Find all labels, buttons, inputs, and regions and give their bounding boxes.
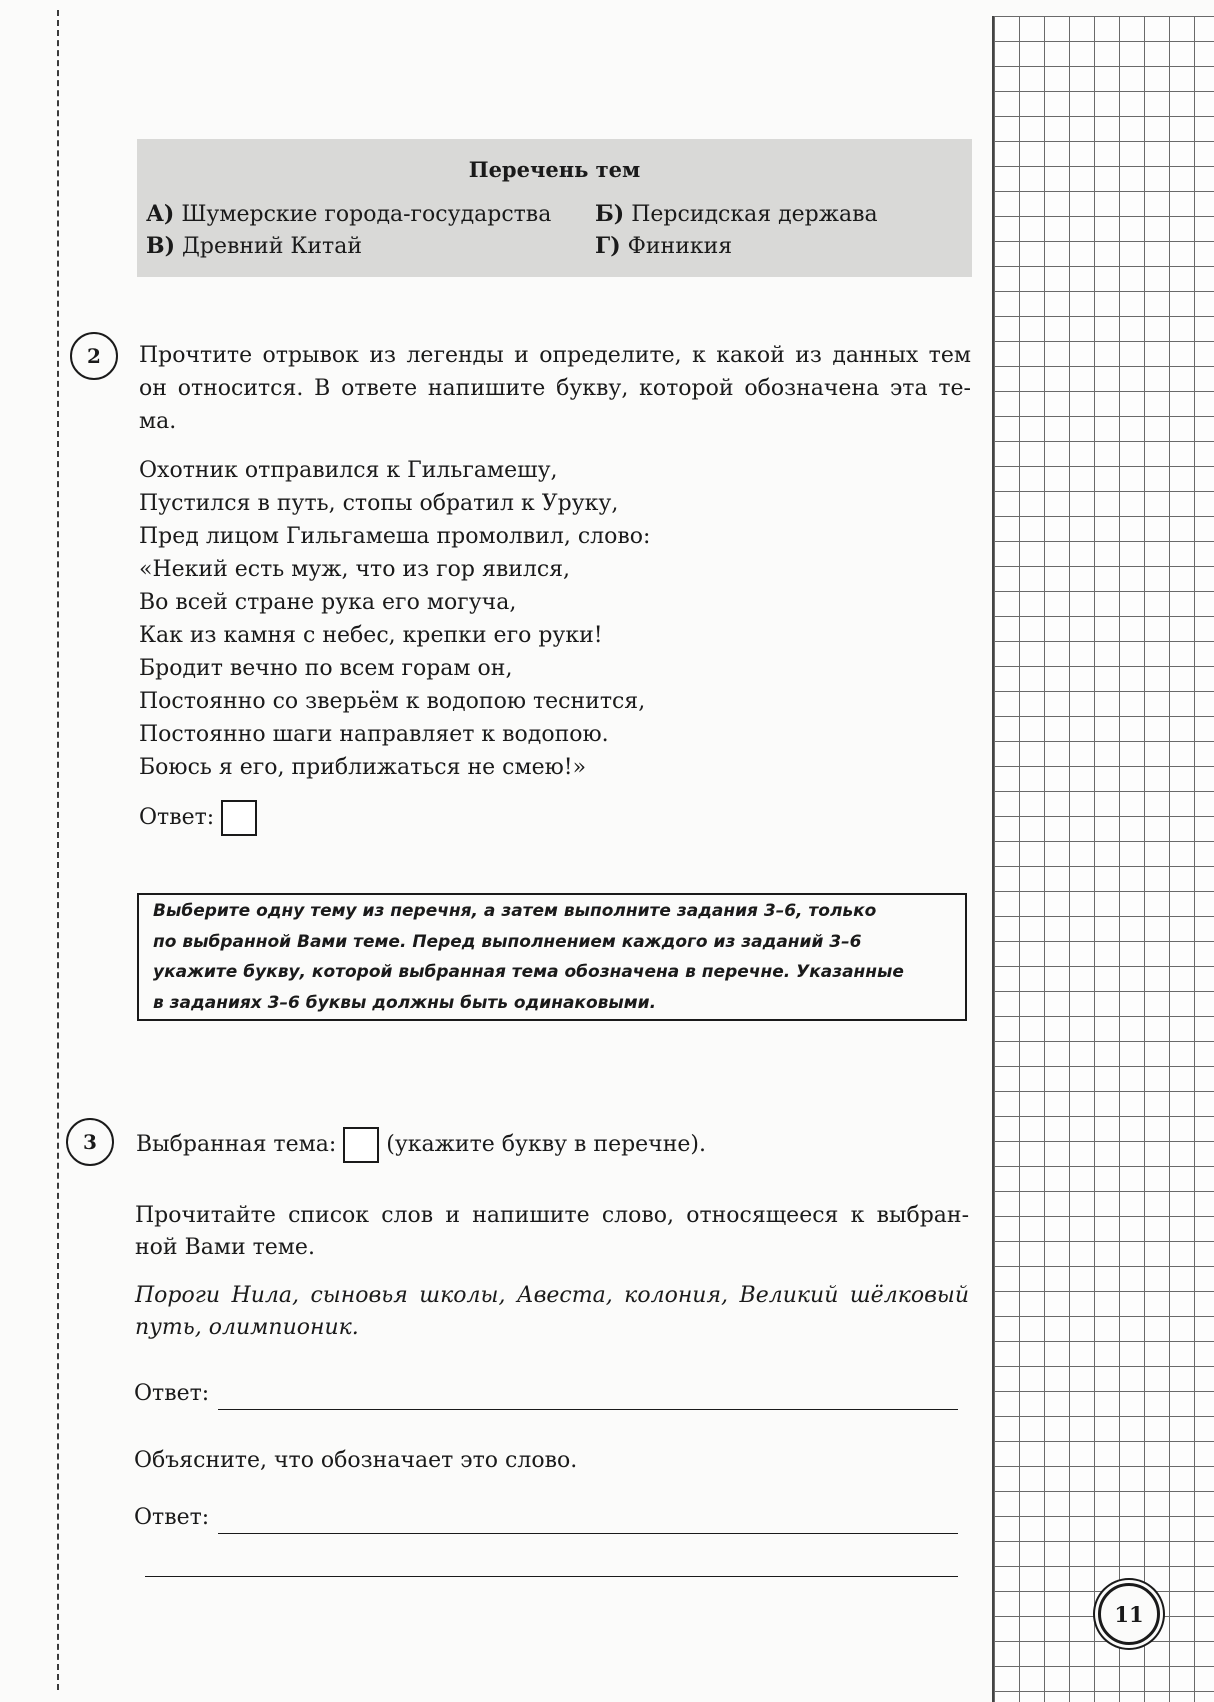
instruction-line: укажите букву, которой выбранная тема обозначена в перечне. Указанные (153, 962, 904, 982)
selected-topic-row (136, 1127, 706, 1163)
question2-prompt-line-1: Прочтите отрывок из легенды и определите, к какой из данных тем (139, 343, 971, 368)
question2-prompt-line-3: ма. (139, 409, 177, 434)
topics-title: Перечень тем (468, 157, 641, 182)
answer-line-2[interactable] (218, 1533, 958, 1534)
poem-line: Пустился в путь, стопы обратил к Уруку, (139, 491, 619, 516)
answer-line-3[interactable] (145, 1576, 958, 1577)
question2-answer-box[interactable] (221, 800, 257, 836)
page-number: 11 (1098, 1583, 1160, 1645)
topic-a: А) Шумерские города-государства (146, 201, 552, 227)
topic-g: Г) Финикия (595, 233, 733, 259)
poem-line: Пред лицом Гильгамеша промолвил, слово: (139, 524, 651, 549)
poem-line: «Некий есть муж, что из гор явился, (139, 557, 571, 582)
question3-answer-label-2: Ответ: (134, 1505, 210, 1530)
poem-line: Постоянно шаги направляет к водопою. (139, 722, 609, 747)
poem-line: Охотник отправился к Гильгамешу, (139, 458, 558, 483)
poem-line: Во всей стране рука его могуча, (139, 590, 517, 615)
instruction-line: по выбранной Вами теме. Перед выполнением каждого из заданий 3–6 (153, 931, 862, 952)
question3-prompt-line-1: Прочитайте список слов и напишите слово, относящееся к выбран- (135, 1203, 969, 1228)
selected-topic-label: Выбранная тема: (136, 1132, 337, 1157)
explain-prompt: Объясните, что обозначает это слово. (134, 1448, 578, 1473)
topic-v: В) Древний Китай (146, 233, 363, 259)
word-list-line-1: Пороги Нила, сыновья школы, Авеста, колония, Великий шёлковый (135, 1283, 969, 1308)
poem-line: Постоянно со зверьём к водопою теснится, (139, 689, 646, 714)
answer-label: Ответ: (139, 805, 215, 830)
question3-prompt-line-2: ной Вами теме. (135, 1235, 315, 1260)
answer-line-1[interactable] (218, 1409, 958, 1410)
selected-topic-hint: (укажите букву в перечне). (386, 1132, 706, 1157)
selected-topic-box[interactable] (343, 1127, 379, 1163)
answer-grid-margin (992, 16, 1214, 1702)
poem-line: Как из камня с небес, крепки его руки! (139, 623, 603, 648)
cut-line (57, 10, 59, 1690)
instruction-line: в заданиях 3–6 буквы должны быть одинаковыми. (153, 992, 657, 1013)
topics-list (137, 139, 972, 277)
word-list-line-2: путь, олимпионик. (135, 1315, 359, 1340)
question3-answer-label-1: Ответ: (134, 1381, 210, 1406)
question2-prompt-line-2: он относится. В ответе напишите букву, которой обозначена эта те- (139, 376, 971, 401)
instruction-line: Выберите одну тему из перечня, а затем выполните задания 3–6, только (153, 901, 877, 921)
question-number-3: 3 (66, 1118, 114, 1166)
instruction-box (137, 893, 967, 1021)
topic-b: Б) Персидская держава (595, 201, 878, 227)
legend-excerpt (139, 454, 650, 784)
poem-line: Бродит вечно по всем горам он, (139, 656, 513, 681)
question-number-2: 2 (70, 332, 118, 380)
poem-line: Боюсь я его, приближаться не смею!» (139, 755, 587, 780)
question2-answer (139, 800, 257, 836)
